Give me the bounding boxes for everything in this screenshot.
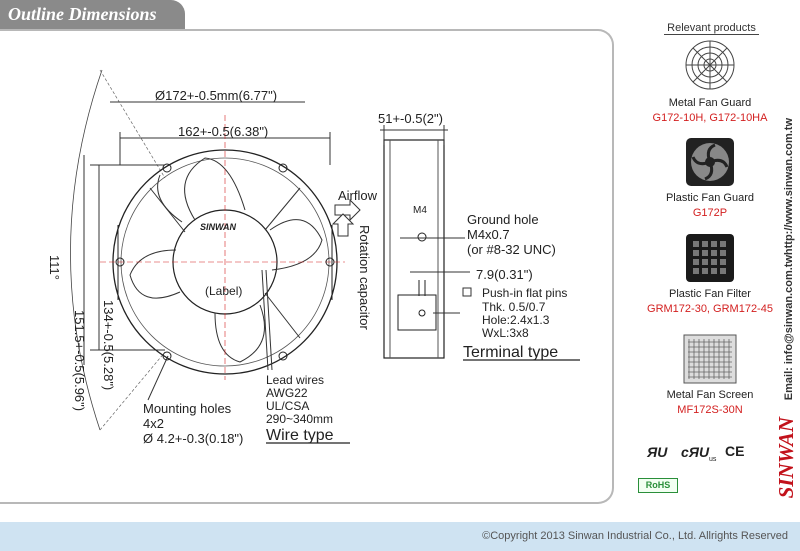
product-codes[interactable]: GRM172-30, GRM172-45 <box>647 303 773 315</box>
ground-hole <box>418 233 426 241</box>
mounting-holes-text: Mounting holes <box>143 401 232 416</box>
m4x07-text: M4x0.7 <box>467 227 510 242</box>
brand-logo: SINWAN <box>774 417 798 499</box>
product-metal-fan-guard[interactable] <box>640 38 780 124</box>
email-link[interactable]: Email: info@sinwan.com.tw <box>783 255 795 401</box>
ground-hole-text: Ground hole <box>467 212 539 227</box>
m4-text: M4 <box>413 205 427 216</box>
ul-mark-icon <box>645 440 720 464</box>
product-codes[interactable]: G172-10H, G172-10HA <box>652 112 768 124</box>
length-text: 290~340mm <box>266 412 334 426</box>
plastic-fan-guard-icon <box>685 137 735 187</box>
section-title: Outline Dimensions <box>8 4 157 24</box>
product-name: Plastic Fan Guard <box>665 192 755 204</box>
plastic-fan-filter-icon <box>685 233 735 283</box>
metal-fan-guard-icon <box>682 38 738 92</box>
product-plastic-fan-filter[interactable] <box>640 233 780 315</box>
copyright-text: ©Copyright 2013 Sinwan Industrial Co., Ltd. Allrights Reserved <box>482 530 788 542</box>
svg-text:us: us <box>709 456 717 463</box>
mount-dia-text: Ø 4.2+-0.3(0.18") <box>143 431 244 446</box>
pin-dim-text: 7.9(0.31") <box>476 267 533 282</box>
fan-brand-label: SINWAN <box>200 222 236 232</box>
product-plastic-fan-guard[interactable] <box>640 137 780 219</box>
relevant-products-heading: Relevant products <box>664 22 759 35</box>
svg-text:cЯU: cЯU <box>681 444 710 460</box>
dim-text-162: 162+-0.5(6.38") <box>178 124 269 139</box>
unc-text: (or #8-32 UNC) <box>467 242 556 257</box>
dim-text-134: 134+-0.5(5.28") <box>101 300 116 391</box>
airflow-text: Airflow <box>338 188 378 203</box>
product-metal-fan-screen[interactable] <box>640 334 780 416</box>
rohs-badge: RoHS <box>638 478 678 493</box>
ul-text: UL/CSA <box>266 399 310 413</box>
angle-text: 111° <box>47 255 62 280</box>
fan-label: (Label) <box>205 284 243 298</box>
product-codes[interactable]: G172P <box>692 207 728 219</box>
push-in-text: Push-in flat pins <box>482 286 568 300</box>
footer-bar <box>0 522 800 551</box>
product-codes[interactable]: MF172S-30N <box>677 404 743 416</box>
terminal-type-text: Terminal type <box>463 344 559 361</box>
terminal-box <box>398 295 436 330</box>
dim-text-172: Ø172+-0.5mm(6.77") <box>155 88 278 103</box>
mount-qty-text: 4x2 <box>143 416 164 431</box>
wxl-text: WxL:3x8 <box>482 326 529 340</box>
awg-text: AWG22 <box>266 386 308 400</box>
svg-text:ЯU: ЯU <box>647 444 668 460</box>
metal-fan-screen-icon <box>683 334 737 384</box>
depth-text: 51+-0.5(2") <box>378 111 443 126</box>
product-name: Metal Fan Screen <box>666 389 754 401</box>
hole-text: Hole:2.4x1.3 <box>482 313 550 327</box>
thk-text: Thk. 0.5/0.7 <box>482 300 546 314</box>
rotation-text: Rotation capacitor <box>357 225 372 330</box>
dim-text-151: 151.5+-0.5(5.96") <box>72 310 87 412</box>
lead-wires-text: Lead wires <box>266 373 325 387</box>
product-name: Metal Fan Guard <box>668 97 752 109</box>
product-name: Plastic Fan Filter <box>669 288 751 300</box>
website-link[interactable]: http://www.sinwan.com.tw <box>783 118 795 256</box>
ce-mark: CE <box>725 443 745 459</box>
wire-type-text: Wire type <box>266 427 334 444</box>
